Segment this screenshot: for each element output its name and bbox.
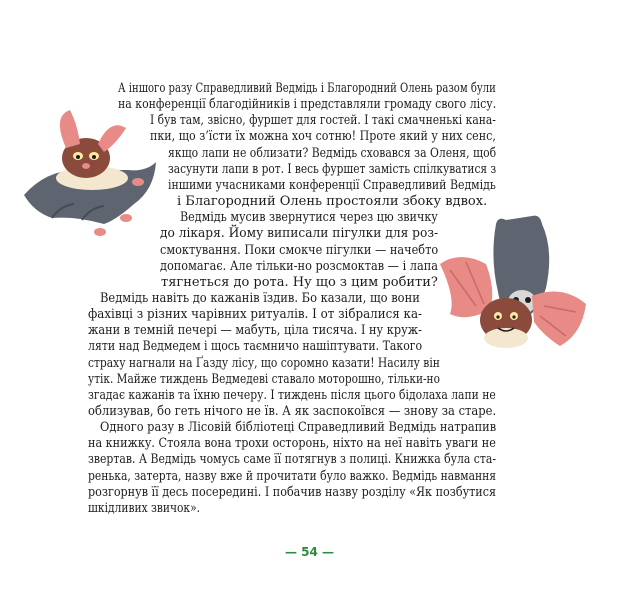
text-line: і Благородний Олень простояли збоку вдвох. <box>177 194 488 209</box>
text-line: смоктування. Поки смокче пігулки — начебто <box>160 243 439 258</box>
text-line: жани в темній печері — мабуть, ціла тисяча. І ну круж- <box>88 323 422 338</box>
text-line: засунути лапи в рот. І весь фуршет замість спілкуватися з <box>168 162 497 177</box>
pink-wing-right <box>532 292 586 347</box>
text-line: на конференції благодійників і представляли громаду свого лісу. <box>118 97 497 112</box>
text-line: пки, що з’їсти їх можна хоч сотню! Проте який у них сенс, <box>150 129 496 144</box>
left-bat-illustration <box>16 100 166 250</box>
text-line: тягнеться до рота. Ну що з цим робити? <box>161 275 438 290</box>
text-line: страху нагнали на Ґазду лісу, що соромно казати! Насилу він <box>88 356 440 371</box>
text-line: Одного разу в Лісовій бібліотеці Справедливий Ведмідь натрапив <box>100 420 497 435</box>
text-line: Ведмідь навіть до кажанів їздив. Бо казали, що вони <box>100 291 420 306</box>
text-line: утік. Майже тиждень Ведмедеві ставало моторошно, тільки-но <box>88 372 440 387</box>
right-bats-illustration <box>436 210 606 370</box>
text-line: до лікаря. Йому виписали пігулки для роз- <box>160 226 439 241</box>
page-number: — 54 — <box>284 545 335 559</box>
text-line: згадає кажанів та їхню печеру. І тиждень після цього бідолаха лапи не <box>88 388 496 403</box>
text-line: Ведмідь мусив звернутися через цю звичку <box>180 210 438 225</box>
text-line: А іншого разу Справедливий Ведмідь і Благородний Олень разом були <box>118 81 496 96</box>
text-line: шкідливих звичок». <box>88 501 201 516</box>
text-line: розгорнув її десь посередині. І побачив назву розділу «Як позбутися <box>88 485 497 500</box>
text-line: іншими учасниками конференції Справедливий Ведмідь <box>168 178 496 193</box>
text-line: І був там, звісно, фуршет для гостей. І такі смачненькі кана- <box>150 113 496 128</box>
text-line: ренька, затерта, назву вже й прочитати було важко. Ведмідь навмання <box>88 469 497 484</box>
text-line: на книжку. Стояла вона трохи осторонь, ніхто на неї навіть уваги не <box>88 436 496 451</box>
text-line: ляти над Ведмедем і щось таємничо нашіптувати. Такого <box>88 339 423 354</box>
text-line: фахівці з різних чарівних ритуалів. І от зібралися ка- <box>88 307 423 322</box>
text-line: облизував, бо геть нічого не їв. А як заспокоївся — знову за старе. <box>88 404 497 419</box>
text-line: допомагає. Але тільки-но розсмоктав — і лапа <box>160 259 439 274</box>
text-line: звертав. А Ведмідь чомусь саме її потягнув з полиці. Книжка була ста- <box>88 452 497 467</box>
text-line: якщо лапи не облизати? Ведмідь сховався за Оленя, щоб <box>168 146 497 161</box>
